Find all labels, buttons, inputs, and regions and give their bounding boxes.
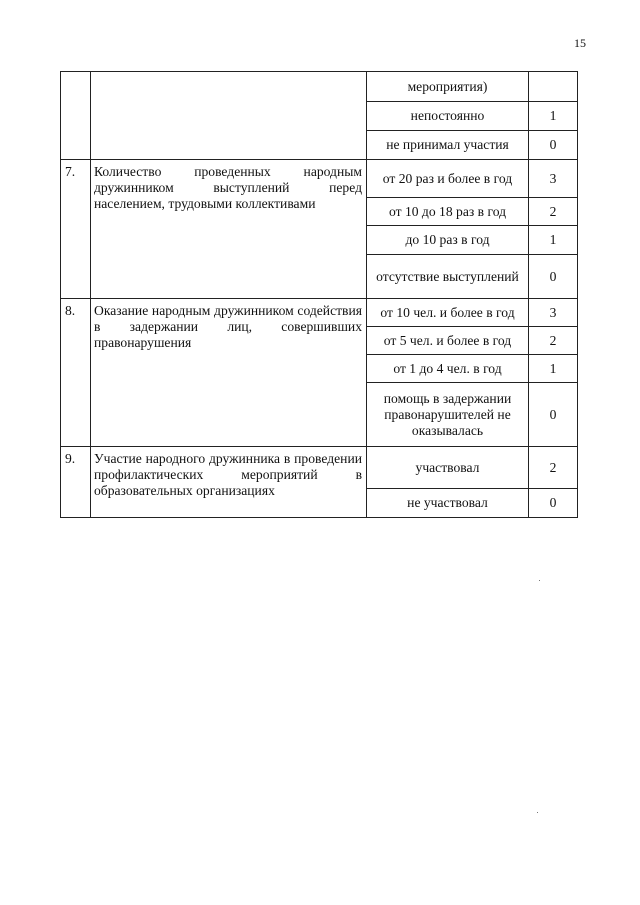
criterion-text: Оказание народным дружинником содействия в задержании лиц, совершивших правонарушения — [91, 299, 367, 447]
option-score: 0 — [529, 489, 578, 518]
criterion-text: Участие народного дружинника в проведении профилактических мероприятий в образовательных организациях — [91, 447, 367, 518]
option-label: участвовал — [367, 447, 529, 489]
option-score: 2 — [529, 447, 578, 489]
criterion-text: Количество проведенных народным дружинником выступлений перед населением, трудовыми коллективами — [91, 160, 367, 299]
option-score: 1 — [529, 355, 578, 383]
option-label: помощь в задержании правонарушителей не оказывалась — [367, 383, 529, 447]
option-score: 0 — [529, 383, 578, 447]
scan-speck — [537, 812, 538, 813]
option-label: мероприятия) — [367, 72, 529, 102]
table-row — [61, 72, 578, 102]
page-number: 15 — [574, 36, 586, 50]
table-row — [61, 160, 578, 198]
option-score — [529, 72, 578, 102]
option-score: 1 — [529, 226, 578, 255]
scan-speck — [539, 580, 540, 581]
option-score: 2 — [529, 198, 578, 226]
option-label: отсутствие выступлений — [367, 255, 529, 299]
criterion-number: 9. — [61, 447, 91, 518]
option-label: от 10 до 18 раз в год — [367, 198, 529, 226]
criterion-number: 7. — [61, 160, 91, 299]
option-label: непостоянно — [367, 102, 529, 131]
option-score: 3 — [529, 299, 578, 327]
criterion-number: 8. — [61, 299, 91, 447]
option-score: 0 — [529, 131, 578, 160]
option-label: не принимал участия — [367, 131, 529, 160]
table-row — [61, 299, 578, 327]
option-score: 3 — [529, 160, 578, 198]
option-label: не участвовал — [367, 489, 529, 518]
option-score: 1 — [529, 102, 578, 131]
option-score: 2 — [529, 327, 578, 355]
criterion-number — [61, 72, 91, 160]
criteria-table — [60, 71, 578, 518]
option-score: 0 — [529, 255, 578, 299]
option-label: до 10 раз в год — [367, 226, 529, 255]
criterion-text — [91, 72, 367, 160]
option-label: от 5 чел. и более в год — [367, 327, 529, 355]
table-row — [61, 447, 578, 489]
option-label: от 20 раз и более в год — [367, 160, 529, 198]
option-label: от 1 до 4 чел. в год — [367, 355, 529, 383]
option-label: от 10 чел. и более в год — [367, 299, 529, 327]
